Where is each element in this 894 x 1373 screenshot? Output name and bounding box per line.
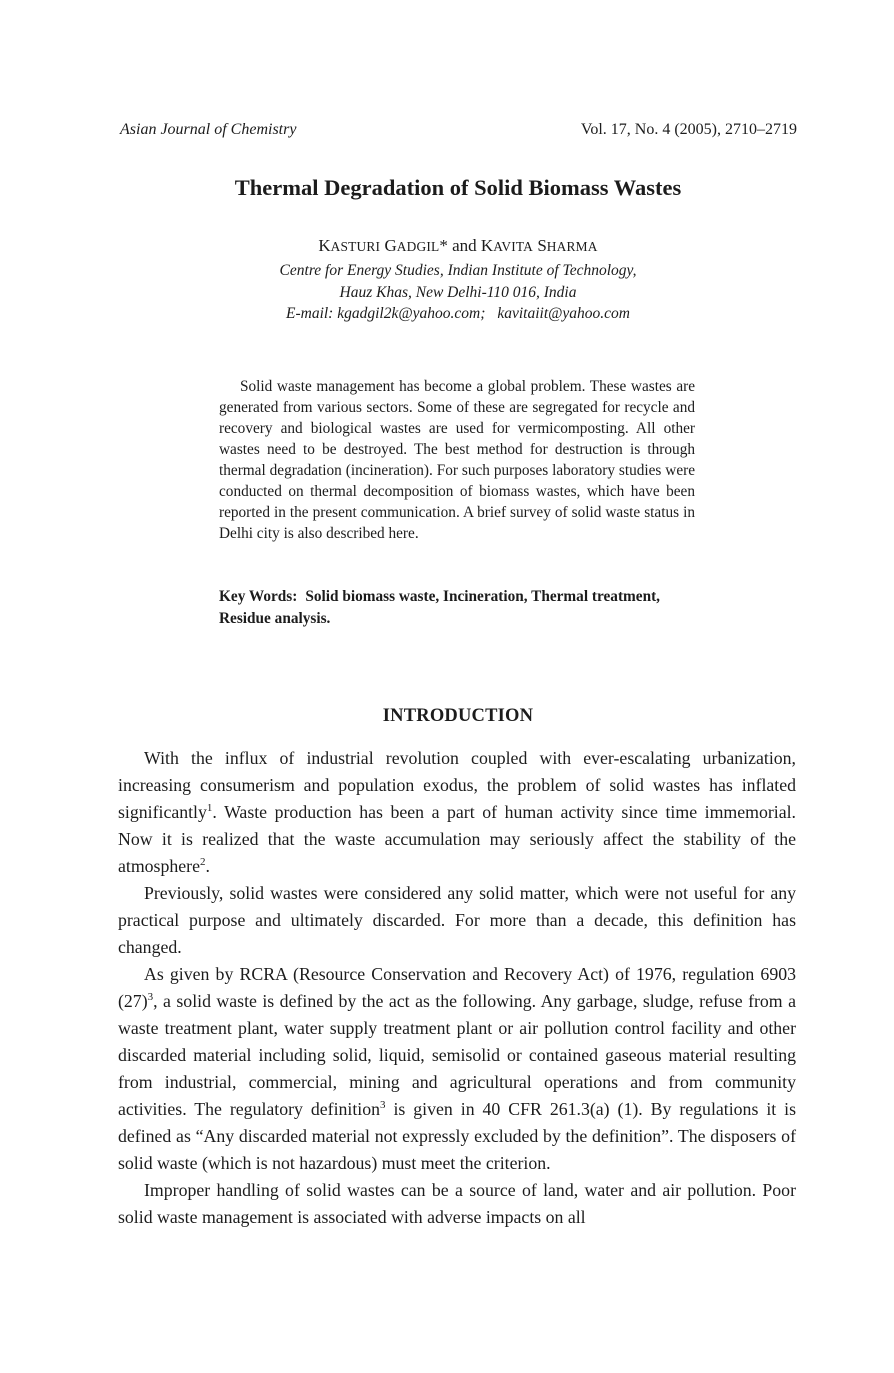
section-heading-introduction: INTRODUCTION — [382, 706, 534, 726]
citation-info: Vol. 17, No. 4 (2005), 2710–2719 — [580, 121, 797, 138]
keywords-label: Key Words: — [219, 588, 298, 605]
paragraph-1: With the influx of industrial revolution coupled with ever-escalating urbanization, increasing consumerism and population exodus, the problem of solid wastes has inflated significantly$^1$. Waste production has been a part of human activity since time immemorial. Now it is realized that the waste accumulation may seriously affect the stability of the atmosphere$^2$. — [118, 748, 796, 876]
citation-ref: 3 — [147, 991, 154, 1004]
keywords — [219, 586, 695, 630]
email-label: E-mail: — [286, 305, 334, 322]
email-2: kavitaiit@yahoo.com — [497, 305, 630, 322]
email-1: kgadgil2k@yahoo.com; — [337, 305, 486, 322]
running-head — [120, 121, 797, 143]
author-2: KAVITA SHARMA — [480, 236, 598, 255]
citation-ref: 2 — [199, 856, 206, 869]
author-line — [0, 236, 894, 256]
affiliation-line-2: Hauz Khas, New Delhi-110 016, India — [339, 284, 577, 301]
paragraph-2: Previously, solid wastes were considered any solid matter, which were not useful for any practical purpose and ultimately discarded. For more than a decade, this definition has changed. — [118, 883, 796, 957]
journal-name: Asian Journal of Chemistry — [120, 121, 297, 138]
citation-ref: 1 — [206, 802, 213, 815]
introduction-body — [118, 745, 796, 1231]
affiliation-email — [0, 305, 894, 323]
citation-ref: 3 — [380, 1099, 386, 1112]
abstract: Solid waste management has become a global problem. These wastes are generated from various sectors. Some of these are segregated for recycle and recovery and biological wastes are used for vermicomposting. All other wastes need to be destroyed. The best method for destruction is through thermal degradation (incineration). For such purposes laboratory studies were conducted on thermal decomposition of biomass wastes, which have been reported in the present communication. A brief survey of solid waste status in Delhi city is also described here. — [219, 378, 695, 542]
paper-title: Thermal Degradation of Solid Biomass Wastes — [234, 175, 682, 200]
author-1: KASTURI GADGIL* — [318, 236, 448, 255]
author-conjunction: and — [452, 236, 477, 255]
paragraph-4: Improper handling of solid wastes can be a source of land, water and air pollution. Poor solid waste management is associated with adverse impacts on all — [118, 1180, 796, 1227]
affiliation-line-1: Centre for Energy Studies, Indian Institute of Technology, — [279, 262, 637, 279]
paragraph-3: As given by RCRA (Resource Conservation and Recovery Act) of 1976, regulation 6903 $(27)^3$, a solid waste is defined by the act as the following. Any garbage, sludge, refuse from a waste treatment plant, water supply treatment plant or air pollution control facility and other discarded material including solid, liquid, semisolid or contained gaseous material resulting from industrial, commercial, mining and agricultural operations and from community activities. The regulatory definition$^3$ is given in 40 CFR 261.3(a) (1). By regulations it is defined as “Any discarded material not expressly excluded by the definition”. The disposers of solid waste (which is not hazardous) must meet the criterion. — [118, 964, 797, 1173]
keywords-text: Solid biomass waste, Incineration, Thermal treatment, Residue analysis. — [219, 588, 660, 627]
